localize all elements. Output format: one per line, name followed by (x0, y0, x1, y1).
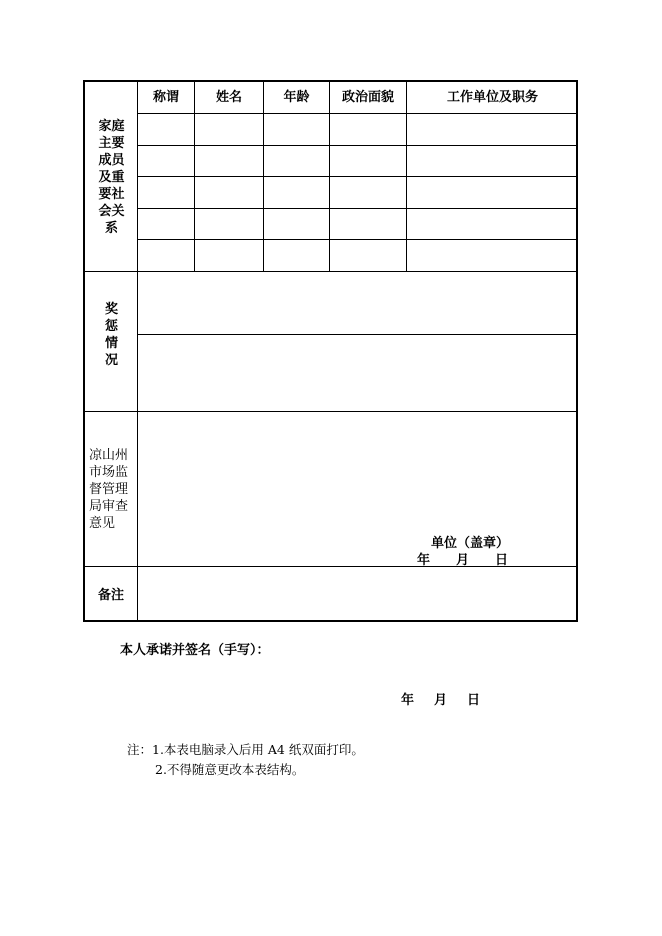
label-line: 督管理 (89, 482, 129, 497)
rewards-field-2[interactable] (138, 335, 578, 411)
label-line: 市场监 (89, 465, 129, 480)
signature-label: 本人承诺并签名（手写）： (120, 643, 270, 658)
family-relation-cell[interactable] (138, 240, 194, 271)
family-employer-cell[interactable] (407, 146, 578, 176)
review-section-label (85, 447, 138, 532)
label-line: 主要 (98, 136, 125, 151)
header-name: 姓名 (215, 90, 242, 105)
rewards-section-label (85, 301, 138, 369)
header-age: 年龄 (283, 90, 310, 105)
signature-date-day: 日 (467, 693, 481, 708)
family-relation-cell[interactable] (138, 177, 194, 208)
label-line: 惩 (104, 319, 118, 334)
remarks-label: 备注 (97, 588, 124, 603)
label-line: 家庭 (98, 119, 125, 134)
family-name-cell[interactable] (195, 177, 263, 208)
family-political-cell[interactable] (330, 240, 406, 271)
label-line: 及重 (98, 170, 125, 185)
family-employer-cell[interactable] (407, 114, 578, 145)
seal-label: 单位（盖章） (431, 536, 510, 551)
rewards-field-1[interactable] (138, 272, 578, 334)
family-name-cell[interactable] (195, 240, 263, 271)
signature-field[interactable] (120, 656, 540, 684)
family-employer-cell[interactable] (407, 209, 578, 239)
label-line: 成员 (98, 153, 125, 168)
family-name-cell[interactable] (195, 114, 263, 145)
label-line: 情 (104, 336, 118, 351)
signature-date-month: 月 (434, 693, 448, 708)
family-name-cell[interactable] (195, 146, 263, 176)
application-form-table (83, 80, 578, 622)
family-employer-cell[interactable] (407, 240, 578, 271)
header-political-status: 政治面貌 (341, 90, 394, 105)
family-political-cell[interactable] (330, 177, 406, 208)
family-age-cell[interactable] (264, 240, 329, 271)
family-age-cell[interactable] (264, 114, 329, 145)
family-section-label (85, 118, 138, 237)
review-opinion-field[interactable] (138, 412, 578, 566)
label-line: 意见 (89, 516, 116, 531)
family-name-cell[interactable] (195, 209, 263, 239)
family-relation-cell[interactable] (138, 146, 194, 176)
label-line: 局审查 (89, 499, 129, 514)
note-line-2: 2.不得随意更改本表结构。 (155, 762, 305, 777)
label-line: 奖 (104, 302, 118, 317)
family-age-cell[interactable] (264, 177, 329, 208)
label-line: 况 (104, 353, 118, 368)
header-relation: 称谓 (152, 90, 179, 105)
family-relation-cell[interactable] (138, 114, 194, 145)
label-line: 要社 (98, 187, 125, 202)
family-political-cell[interactable] (330, 114, 406, 145)
family-age-cell[interactable] (264, 146, 329, 176)
note-line-1: 注：1.本表电脑录入后用 A4 纸双面打印。 (127, 742, 364, 757)
review-date-label: 年 月 日 (417, 553, 509, 568)
label-line: 会关 (98, 204, 125, 219)
family-age-cell[interactable] (264, 209, 329, 239)
header-employer-position: 工作单位及职务 (446, 90, 538, 105)
family-employer-cell[interactable] (407, 177, 578, 208)
label-line: 系 (104, 221, 118, 236)
label-line: 凉山州 (89, 448, 129, 463)
family-political-cell[interactable] (330, 209, 406, 239)
remarks-field[interactable] (138, 567, 578, 620)
family-relation-cell[interactable] (138, 209, 194, 239)
family-political-cell[interactable] (330, 146, 406, 176)
signature-date-year: 年 (401, 693, 415, 708)
